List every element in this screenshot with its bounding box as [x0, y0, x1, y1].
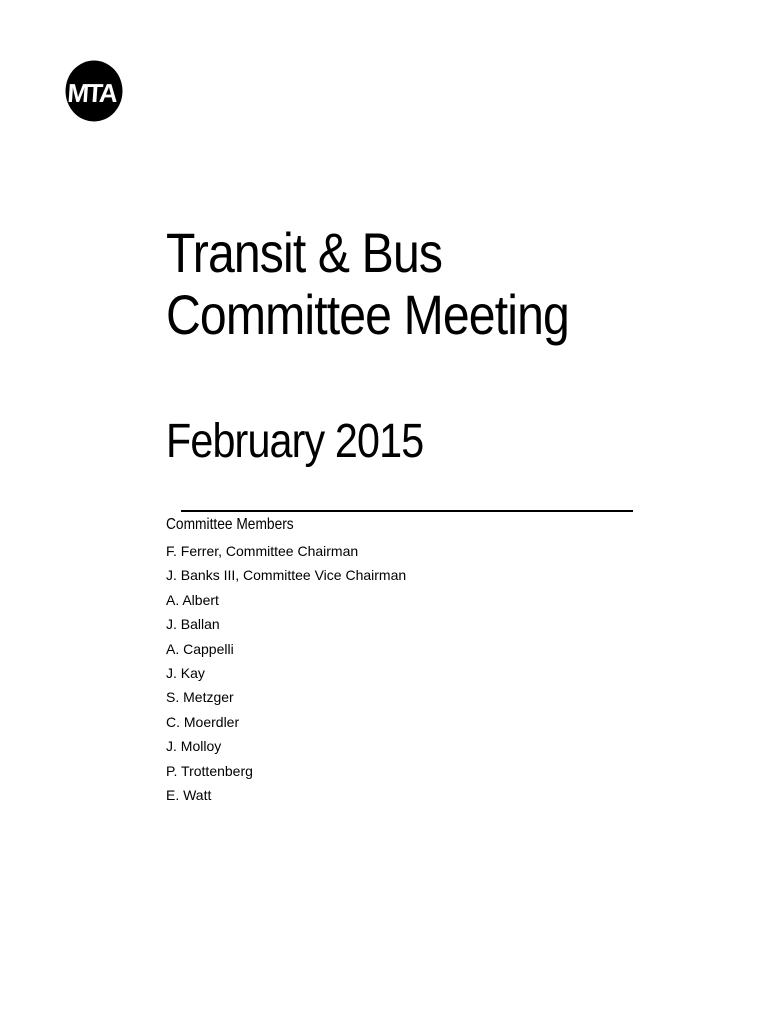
member-item: J. Ballan: [166, 616, 220, 633]
member-item: S. Metzger: [166, 689, 234, 706]
member-item: P. Trottenberg: [166, 762, 253, 779]
member-item: A. Cappelli: [166, 640, 234, 657]
member-item: J. Banks III, Committee Vice Chairman: [166, 567, 407, 584]
member-item: E. Watt: [166, 786, 212, 803]
svg-text:MTA: MTA: [66, 78, 117, 108]
page-title: [166, 222, 569, 346]
committee-members-list: [166, 541, 406, 809]
member-item: J. Kay: [166, 664, 205, 681]
committee-members-heading: Committee Members: [166, 516, 294, 533]
member-item: A. Albert: [166, 591, 219, 608]
member-item: F. Ferrer, Committee Chairman: [166, 543, 359, 559]
divider: [181, 510, 633, 512]
mta-logo: [65, 60, 123, 122]
title-line-1: Transit & Bus: [166, 221, 443, 284]
member-item: J. Molloy: [166, 738, 222, 755]
title-line-2: Committee Meeting: [166, 283, 569, 346]
mta-logo-icon: [65, 60, 123, 122]
meeting-date: February 2015: [166, 415, 424, 468]
member-item: C. Moerdler: [166, 713, 240, 730]
